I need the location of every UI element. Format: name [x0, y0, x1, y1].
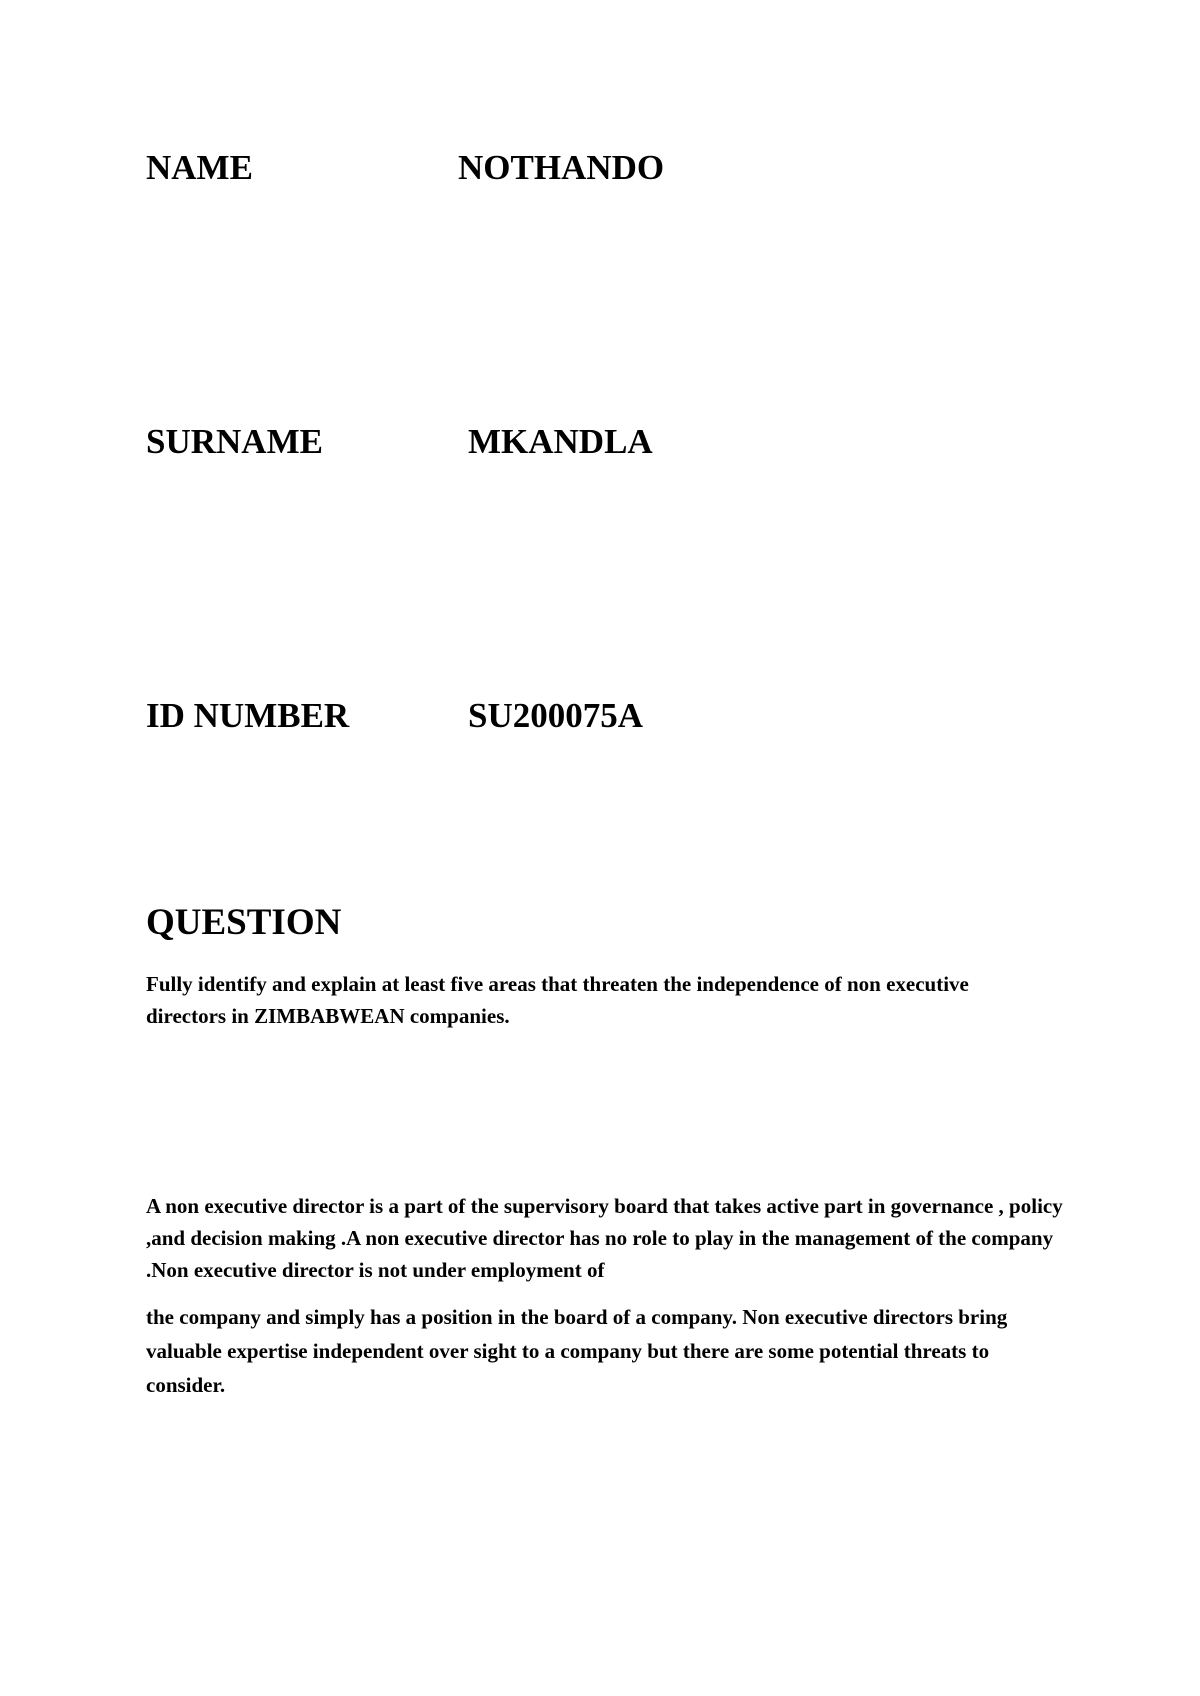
answer-paragraph-2: the company and simply has a position in the board of a company. Non executive directors bring valuable expertise independent over sight to a company but there are some potential threats to consider. [146, 1305, 1008, 1397]
question-text: Fully identify and explain at least five areas that threaten the independence of non executive directors in ZIMBABWEAN companies. [146, 972, 969, 1028]
id-number-label: ID NUMBER [146, 696, 350, 735]
name-value: NOTHANDO [458, 148, 665, 187]
name-label: NAME [146, 148, 253, 187]
question-heading: QUESTION [146, 902, 342, 943]
surname-label: SURNAME [146, 422, 323, 461]
id-number-value: SU200075A [468, 696, 644, 735]
answer-paragraph-1: A non executive director is a part of the supervisory board that takes active part in governance , policy ,and decision making .A non executive director has no role to play in the management of the company .Non executive director is not under employment of [146, 1194, 1063, 1282]
surname-value: MKANDLA [468, 422, 653, 461]
